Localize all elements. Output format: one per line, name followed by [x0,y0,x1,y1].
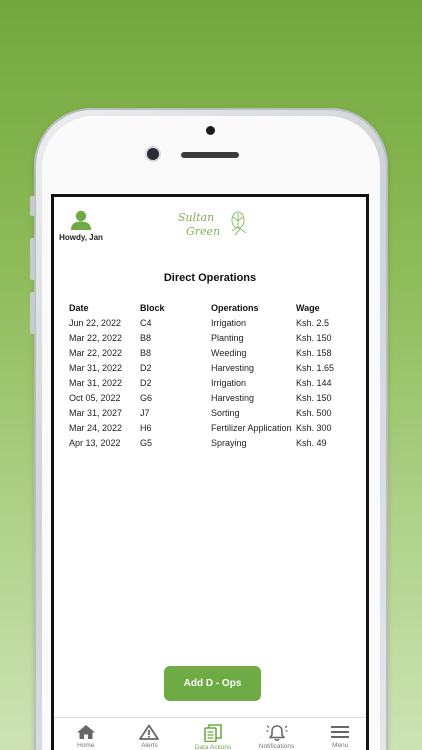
proximity-sensor [206,126,215,135]
column-header-operations: Operations [211,303,259,313]
block-cell: B8 [140,333,152,343]
date-cell: Mar 22, 2022 [69,333,123,343]
front-camera [147,148,159,160]
operation-cell: Irrigation [211,378,247,388]
operation-cell: Spraying [211,438,247,448]
tab-menu[interactable] [308,718,369,750]
date-cell: Mar 31, 2022 [69,378,123,388]
documents-icon [203,724,223,742]
operation-cell: Fertilizer Application [211,423,292,433]
table-header-row [69,303,356,318]
tab-label: Home [77,742,95,749]
wage-cell: Ksh. 150 [296,393,332,403]
bottom-tab-bar [54,717,369,750]
table-row[interactable] [69,318,356,333]
operation-cell: Harvesting [211,393,255,403]
menu-icon [330,724,350,740]
table-row[interactable] [69,408,356,423]
side-button [30,238,35,280]
operation-cell: Irrigation [211,318,247,328]
block-cell: J7 [140,408,150,418]
app-screen [51,194,369,750]
column-header-wage: Wage [296,303,320,313]
operation-cell: Planting [211,333,244,343]
operation-cell: Sorting [211,408,240,418]
block-cell: C4 [140,318,152,328]
date-cell: Mar 31, 2027 [69,408,123,418]
bell-icon [266,724,288,741]
home-icon [76,724,96,740]
block-cell: G6 [140,393,153,403]
side-button [30,292,35,334]
tab-label: Data Actions [194,744,232,750]
tab-label: Notifications [258,743,295,750]
leaf-icon [232,212,246,235]
side-button [30,196,35,216]
tab-alerts[interactable] [118,718,182,750]
operations-table [69,303,356,453]
logo-text-line2: Green [186,225,221,238]
user-profile[interactable] [57,210,105,242]
table-row[interactable] [69,378,356,393]
greeting-text: Howdy, Jan [59,233,103,242]
wage-cell: Ksh. 144 [296,378,332,388]
table-row[interactable] [69,393,356,408]
tab-home[interactable] [54,718,118,750]
date-cell: Jun 22, 2022 [69,318,122,328]
alert-icon [139,724,159,740]
block-cell: D2 [140,378,152,388]
date-cell: Apr 13, 2022 [69,438,121,448]
date-cell: Mar 31, 2022 [69,363,123,373]
date-cell: Oct 05, 2022 [69,393,121,403]
tab-notifications[interactable] [245,718,309,750]
wage-cell: Ksh. 1.65 [296,363,335,373]
tab-label: Alerts [141,742,158,749]
sultan-green-logo [172,207,250,241]
date-cell: Mar 24, 2022 [69,423,123,433]
table-row[interactable] [69,333,356,348]
wage-cell: Ksh. 2.5 [296,318,330,328]
block-cell: G5 [140,438,153,448]
add-direct-operation-button[interactable]: Add D - Ops [164,666,261,701]
operation-cell: Harvesting [211,363,255,373]
operation-cell: Weeding [211,348,247,358]
earpiece-speaker [181,152,239,158]
block-cell: H6 [140,423,152,433]
page-title: Direct Operations [163,272,257,284]
wage-cell: Ksh. 300 [296,423,332,433]
table-row[interactable] [69,348,356,363]
table-row[interactable] [69,363,356,378]
wage-cell: Ksh. 500 [296,408,332,418]
block-cell: B8 [140,348,152,358]
table-row[interactable] [69,438,356,453]
app-header [54,197,366,255]
wage-cell: Ksh. 49 [296,438,327,448]
column-header-date: Date [69,303,89,313]
table-row[interactable] [69,423,356,438]
wage-cell: Ksh. 150 [296,333,332,343]
column-header-block: Block [140,303,165,313]
date-cell: Mar 22, 2022 [69,348,123,358]
tab-data-actions[interactable] [181,718,245,750]
logo-text-line1: Sultan [178,211,215,224]
user-icon [70,210,92,230]
wage-cell: Ksh. 158 [296,348,332,358]
block-cell: D2 [140,363,152,373]
tab-label: Menu [332,742,349,749]
